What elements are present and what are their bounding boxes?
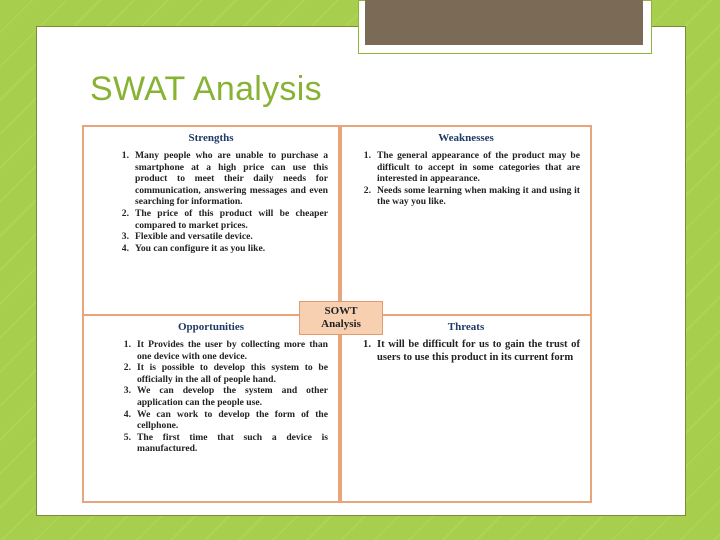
- list-item: [352, 339, 580, 364]
- list-item: [110, 231, 328, 243]
- list-item-number: 1.: [363, 150, 371, 161]
- slide-title: SWAT Analysis: [90, 70, 322, 108]
- strengths-heading: Strengths: [188, 132, 234, 144]
- threats-quadrant: [340, 314, 592, 503]
- list-item: [110, 150, 328, 208]
- opportunities-quadrant: [82, 314, 340, 503]
- list-item-number: 3.: [121, 231, 129, 243]
- center-label-line2: Analysis: [321, 318, 361, 330]
- strengths-quadrant: [82, 125, 340, 316]
- list-item-number: 4.: [121, 242, 129, 254]
- weaknesses-list: [352, 150, 580, 208]
- list-item: [112, 432, 328, 455]
- list-item: [110, 243, 328, 255]
- list-item: [112, 385, 328, 408]
- list-item: [112, 409, 328, 432]
- list-item-text: The price of this product will be cheaper compared to market prices.: [135, 207, 328, 231]
- weaknesses-quadrant: [340, 125, 592, 316]
- list-item-number: 1.: [121, 150, 129, 161]
- opportunities-heading: Opportunities: [177, 321, 244, 333]
- list-item: [112, 362, 328, 385]
- list-item-text: It is possible to develop this system to be officially in the all of people hand.: [137, 362, 328, 385]
- list-item: [110, 208, 328, 231]
- swot-center-label: [299, 301, 383, 335]
- list-item-text: The first time that such a device is manufactured.: [137, 431, 328, 455]
- threats-list: [352, 339, 580, 364]
- list-item: [112, 339, 328, 362]
- list-item-text: Needs some learning when making it and using it the way you like.: [377, 184, 580, 208]
- list-item: [352, 150, 580, 185]
- list-item-text: You can configure it as you like.: [135, 242, 266, 254]
- center-label-line1: SOWT: [324, 305, 358, 317]
- list-item-text: It Provides the user by collecting more than one device with one device.: [137, 339, 328, 362]
- list-item-number: 2.: [121, 207, 129, 219]
- list-item-number: 5.: [123, 431, 131, 443]
- list-item-text: It will be difficult for us to gain the trust of users to use this product in its current form: [377, 339, 580, 363]
- list-item-text: We can develop the system and other application can the people use.: [137, 385, 328, 408]
- list-item-number: 4.: [123, 408, 131, 420]
- opportunities-list: [112, 339, 328, 455]
- list-item-text: We can work to develop the form of the cellphone.: [137, 408, 328, 432]
- list-item: [352, 185, 580, 208]
- strengths-list: [110, 150, 328, 254]
- list-item-number: 3.: [123, 385, 131, 397]
- list-item-text: The general appearance of the product may be difficult to accept in some categories that are interested in appearance.: [377, 150, 580, 185]
- threats-heading: Threats: [447, 321, 485, 333]
- list-item-text: Many people who are unable to purchase a smartphone at a high price can use this product to meet their daily needs for communication, answering messages and even searching for information.: [135, 150, 328, 208]
- list-item-number: 2.: [363, 184, 371, 196]
- list-item-number: 1.: [123, 339, 131, 350]
- list-item-number: 2.: [123, 362, 131, 374]
- weaknesses-heading: Weaknesses: [438, 132, 494, 144]
- list-item-text: Flexible and versatile device.: [135, 231, 253, 243]
- list-item-number: 1.: [363, 339, 371, 350]
- header-tab-block: [365, 0, 643, 45]
